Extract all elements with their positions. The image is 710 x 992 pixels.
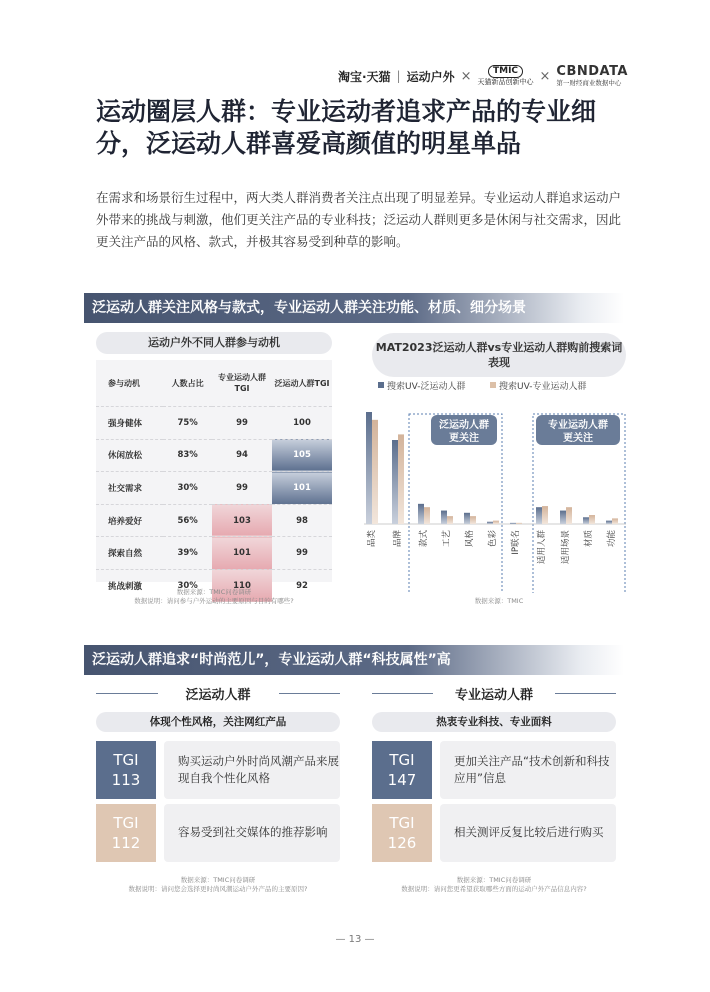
tgi-value: 112 bbox=[111, 834, 141, 852]
divider bbox=[96, 693, 158, 694]
table-cell-highlight: 101 bbox=[212, 537, 272, 570]
table-cell-highlight: 110 bbox=[212, 569, 272, 601]
divider bbox=[372, 693, 433, 694]
search-term-chart bbox=[356, 378, 636, 593]
table-cell: 社交需求 bbox=[96, 472, 163, 505]
tgi-label: TGI bbox=[113, 814, 139, 832]
tgi-label: TGI bbox=[389, 814, 415, 832]
x-tick-label: 款式 bbox=[419, 530, 429, 548]
tgi-value: 147 bbox=[387, 771, 417, 789]
bar-pan-8 bbox=[560, 511, 566, 524]
table-cell: 94 bbox=[212, 439, 272, 472]
pan-card-1 bbox=[96, 741, 340, 799]
bar-pro-10 bbox=[612, 518, 618, 524]
table-cell: 39% bbox=[163, 537, 212, 570]
table-cell: 30% bbox=[163, 569, 212, 601]
tmic-name: 天猫新品创新中心 bbox=[477, 78, 534, 86]
tmic-logo bbox=[478, 65, 534, 87]
table-cell: 培养爱好 bbox=[96, 504, 163, 537]
right-note: 数据说明：请问您更希望获取哪些方面的运动户外产品信息内容? bbox=[401, 885, 587, 893]
tgi-badge bbox=[96, 804, 156, 862]
taobao-tmall-logo: 淘宝·天猫 bbox=[337, 69, 391, 84]
legend-swatch bbox=[490, 382, 496, 388]
chart-source: 数据来源：TMIC bbox=[474, 597, 524, 605]
table-cell: 99 bbox=[212, 407, 272, 440]
x-tick-label: IP联名 bbox=[511, 530, 521, 555]
focus-label-pro: 专业运动人群更关注 bbox=[548, 420, 608, 444]
bar-pro-6 bbox=[516, 523, 522, 524]
x-tick-label: 材质 bbox=[584, 530, 594, 548]
table-cell: 56% bbox=[163, 504, 212, 537]
table-cell: 99 bbox=[272, 537, 332, 570]
bar-pro-4 bbox=[470, 516, 476, 524]
table-header: 专业运动人群TGI bbox=[218, 373, 266, 393]
table-header: 泛运动人群TGI bbox=[274, 378, 330, 388]
bar-pro-9 bbox=[589, 515, 595, 524]
tgi-value: 113 bbox=[111, 771, 141, 789]
table-header: 人数占比 bbox=[171, 378, 204, 388]
table-cell: 强身健体 bbox=[96, 407, 163, 440]
x-tick-label: 品类 bbox=[367, 530, 377, 548]
table-source: 数据来源：TMIC问卷调研 bbox=[176, 588, 252, 596]
table-cell-highlight: 101 bbox=[272, 472, 332, 505]
cbndata-mark: CBNDATA bbox=[556, 64, 628, 79]
card-text: 更加关注产品“技术创新和科技应用”信息 bbox=[440, 741, 616, 799]
tmic-mark: TMIC bbox=[488, 65, 523, 78]
tgi-badge bbox=[372, 741, 432, 799]
tgi-badge bbox=[372, 804, 432, 862]
legend-swatch bbox=[378, 382, 384, 388]
table-cell: 92 bbox=[272, 569, 332, 601]
table-cell: 休闲放松 bbox=[96, 439, 163, 472]
bar-pan-2 bbox=[418, 504, 424, 524]
table-cell: 75% bbox=[163, 407, 212, 440]
cbndata-logo bbox=[556, 65, 628, 87]
bar-pan-1 bbox=[392, 440, 398, 524]
x-tick-label: 工艺 bbox=[442, 530, 452, 548]
x-tick-label: 功能 bbox=[607, 530, 617, 548]
table-cell: 挑战刺激 bbox=[96, 569, 163, 601]
logo-divider: | bbox=[396, 69, 401, 83]
bar-pro-8 bbox=[566, 507, 572, 524]
table-row bbox=[96, 537, 332, 570]
table-cell: 98 bbox=[272, 504, 332, 537]
divider bbox=[279, 693, 341, 694]
sports-outdoor-logo: 运动户外 bbox=[406, 69, 455, 84]
bar-pro-7 bbox=[542, 506, 548, 524]
bar-pro-2 bbox=[424, 507, 430, 524]
x-tick-label: 适用场景 bbox=[561, 530, 571, 565]
cross-icon: × bbox=[539, 68, 551, 84]
pro-card-1 bbox=[372, 741, 616, 799]
chart-x-labels bbox=[366, 530, 617, 565]
bar-pan-0 bbox=[366, 412, 372, 524]
tgi-label: TGI bbox=[113, 751, 139, 769]
left-note: 数据说明：请问您会选择更时尚风潮运动户外产品的主要原因? bbox=[128, 885, 308, 893]
bar-pan-3 bbox=[441, 511, 447, 524]
table-row bbox=[96, 439, 332, 472]
pan-sports-head: 泛运动人群 bbox=[185, 688, 251, 703]
pro-sports-column bbox=[372, 684, 616, 732]
intro-paragraph: 在需求和场景衍生过程中，两大类人群消费者关注点出现了明显差异。专业运动人群追求运动户外带来的挑战与刺激，他们更关注产品的专业科技；泛运动人群则更多是休闲与社交需求，因此更关注产品的风格、款式，并极其容易受到种草的影响。 bbox=[96, 190, 622, 249]
pan-card-2 bbox=[96, 804, 340, 862]
x-tick-label: 品牌 bbox=[393, 530, 403, 548]
table-row bbox=[96, 472, 332, 505]
table-cell-highlight: 105 bbox=[272, 439, 332, 472]
bar-pan-5 bbox=[487, 522, 493, 524]
divider bbox=[555, 693, 616, 694]
tgi-label: TGI bbox=[389, 751, 415, 769]
focus-label-pan: 泛运动人群更关注 bbox=[439, 420, 489, 444]
bar-pan-6 bbox=[510, 523, 516, 524]
page-number: — 13 — bbox=[335, 934, 375, 945]
bar-pan-9 bbox=[583, 517, 589, 524]
table-row bbox=[96, 504, 332, 537]
table-cell: 30% bbox=[163, 472, 212, 505]
right-notes bbox=[372, 876, 616, 894]
card-text: 购买运动户外时尚风潮产品来展现自我个性化风格 bbox=[164, 741, 340, 799]
x-tick-label: 色彩 bbox=[488, 530, 498, 548]
table-title: 运动户外不同人群参与动机 bbox=[96, 332, 332, 354]
table-row bbox=[96, 407, 332, 440]
legend-label: 搜索UV-泛运动人群 bbox=[387, 382, 466, 392]
chart-title: MAT2023泛运动人群vs专业运动人群购前搜索词表现 bbox=[372, 333, 626, 377]
bar-pan-4 bbox=[464, 513, 470, 524]
table-cell: 99 bbox=[212, 472, 272, 505]
bar-pro-0 bbox=[372, 420, 378, 524]
tgi-badge bbox=[96, 741, 156, 799]
section2-banner: 泛运动人群追求“时尚范儿”，专业运动人群“科技属性”高 bbox=[84, 645, 624, 675]
card-text: 相关测评反复比较后进行购买 bbox=[440, 804, 616, 862]
right-source: 数据来源：TMIC问卷调研 bbox=[456, 876, 532, 884]
pro-card-2 bbox=[372, 804, 616, 862]
table-cell: 探索自然 bbox=[96, 537, 163, 570]
bar-pro-3 bbox=[447, 516, 453, 524]
bar-pro-5 bbox=[493, 521, 499, 524]
legend-label: 搜索UV-专业运动人群 bbox=[499, 382, 587, 392]
table-notes bbox=[96, 588, 332, 606]
bar-pan-10 bbox=[606, 521, 612, 524]
table-header: 参与动机 bbox=[108, 378, 140, 388]
left-notes bbox=[96, 876, 340, 894]
table-cell: 100 bbox=[272, 407, 332, 440]
header-logos bbox=[338, 62, 628, 90]
tgi-value: 126 bbox=[387, 834, 417, 852]
cbndata-name: 第一财经商业数据中心 bbox=[556, 79, 622, 87]
left-source: 数据来源：TMIC问卷调研 bbox=[180, 876, 256, 884]
table-note: 数据说明：请问参与户外运动的主要原因与目的有哪些? bbox=[134, 597, 294, 605]
bar-pro-1 bbox=[398, 434, 404, 524]
pan-sports-column bbox=[96, 684, 340, 732]
card-text: 容易受到社交媒体的推荐影响 bbox=[164, 804, 340, 862]
bar-pan-7 bbox=[536, 507, 542, 524]
page-title: 运动圈层人群：专业运动者追求产品的专业细分，泛运动人群喜爱高颜值的明星单品 bbox=[96, 97, 597, 158]
pro-sports-sub: 热衷专业科技、专业面料 bbox=[372, 712, 616, 732]
pro-sports-head: 专业运动人群 bbox=[455, 688, 534, 703]
table-cell-highlight: 103 bbox=[212, 504, 272, 537]
cross-icon: × bbox=[460, 68, 472, 84]
table-cell: 83% bbox=[163, 439, 212, 472]
x-tick-label: 适用人群 bbox=[537, 530, 547, 565]
section1-banner: 泛运动人群关注风格与款式，专业运动人群关注功能、材质、细分场景 bbox=[84, 293, 624, 323]
chart-legend bbox=[378, 380, 586, 392]
pan-sports-sub: 体现个性风格，关注网红产品 bbox=[96, 712, 340, 732]
x-tick-label: 风格 bbox=[465, 530, 475, 548]
